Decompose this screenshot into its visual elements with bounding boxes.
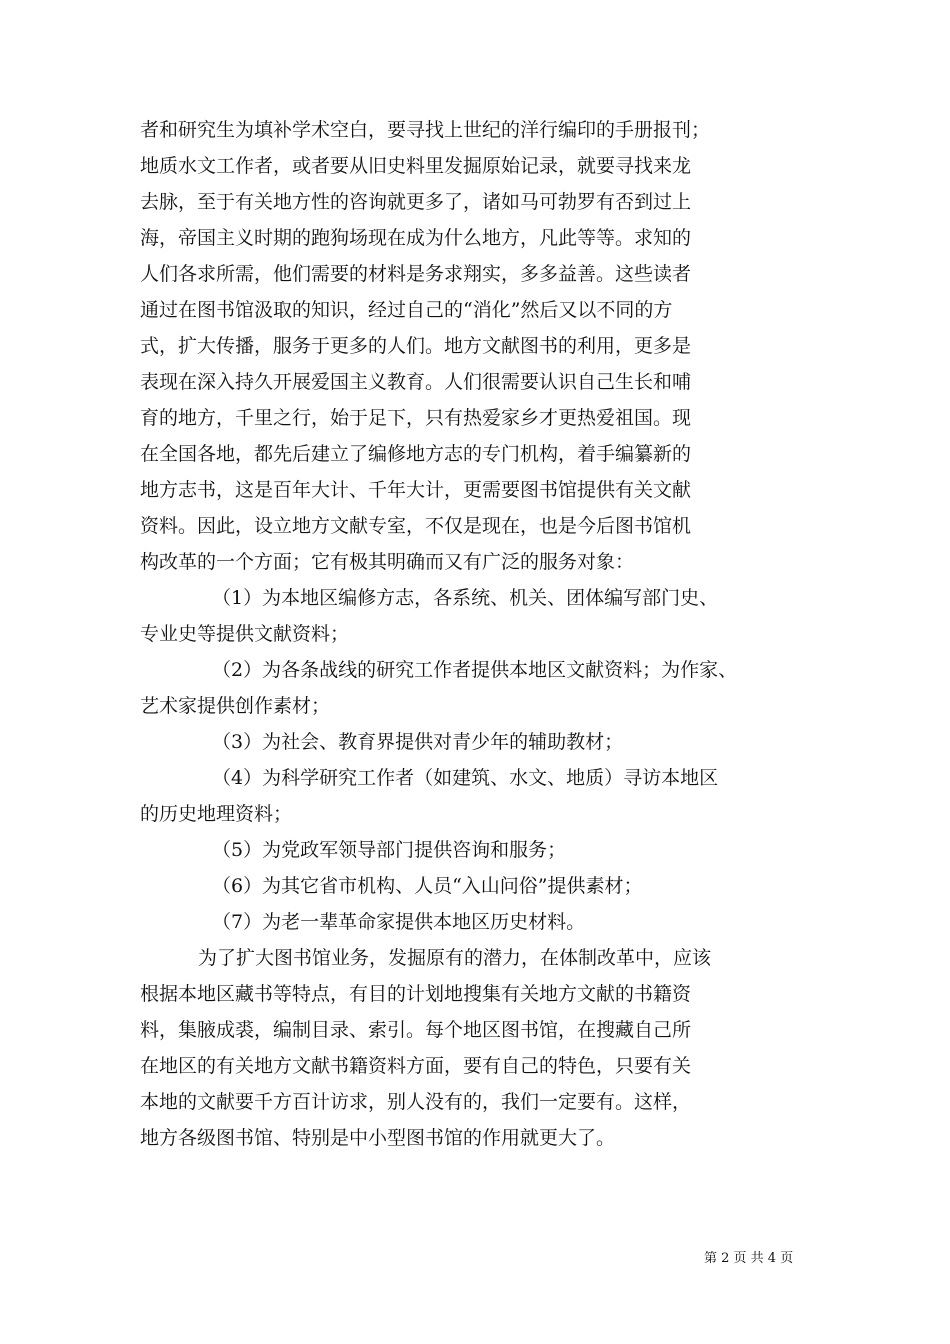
list-item-2: （2）为各条战线的研究工作者提供本地区文献资料；为作家、 [212, 659, 738, 681]
text-line: 艺术家提供创作素材； [140, 695, 331, 717]
text-line: 育的地方，千里之行，始于足下，只有热爱家乡才更热爱祖国。现 [140, 407, 692, 429]
text-line: 地方志书，这是百年大计、千年大计，更需要图书馆提供有关文献 [140, 479, 692, 501]
body-text [140, 112, 830, 1156]
text-line: 构改革的一个方面；它有极其明确而又有广泛的服务对象： [140, 551, 635, 573]
text-line: 在全国各地，都先后建立了编修地方志的专门机构，着手编纂新的 [140, 443, 692, 465]
list-item-5: （5）为党政军领导部门提供咨询和服务； [212, 839, 567, 861]
text-line: 的历史地理资料； [140, 803, 293, 825]
text-line: 料，集腋成裘，编制目录、索引。每个地区图书馆，在搜藏自己所 [140, 1019, 692, 1041]
list-item-3: （3）为社会、教育界提供对青少年的辅助教材； [212, 731, 624, 753]
list-item-7: （7）为老一辈革命家提供本地区历史材料。 [212, 911, 586, 933]
text-line: 通过在图书馆汲取的知识，经过自己的“消化”然后又以不同的方 [140, 299, 673, 321]
text-line: 去脉，至于有关地方性的咨询就更多了，诸如马可勃罗有否到过上 [140, 191, 692, 213]
text-line: 人们各求所需，他们需要的材料是务求翔实，多多益善。这些读者 [140, 263, 692, 285]
text-line: 本地的文献要千方百计访求，别人没有的，我们一定要有。这样， [140, 1091, 692, 1113]
text-line: 专业史等提供文献资料； [140, 623, 350, 645]
list-item-4: （4）为科学研究工作者（如建筑、水文、地质）寻访本地区 [212, 767, 719, 789]
text-line: 者和研究生为填补学术空白，要寻找上世纪的洋行编印的手册报刊； [140, 119, 711, 141]
text-line: 资料。因此，设立地方文献专室，不仅是现在，也是今后图书馆机 [140, 515, 692, 537]
paragraph-start: 为了扩大图书馆业务，发掘原有的潜力，在体制改革中，应该 [198, 947, 712, 969]
text-line: 地方各级图书馆、特别是中小型图书馆的作用就更大了。 [140, 1127, 616, 1149]
text-line: 表现在深入持久开展爱国主义教育。人们很需要认识自己生长和哺 [140, 371, 692, 393]
text-line: 海，帝国主义时期的跑狗场现在成为什么地方，凡此等等。求知的 [140, 227, 692, 249]
page-number: 第 2 页 共 4 页 [704, 1251, 794, 1266]
text-line: 式，扩大传播，服务于更多的人们。地方文献图书的利用，更多是 [140, 335, 692, 357]
list-item-1: （1）为本地区编修方志，各系统、机关、团体编写部门史、 [212, 587, 719, 609]
text-line: 地质水文工作者，或者要从旧史料里发掘原始记录，就要寻找来龙 [140, 155, 692, 177]
list-item-6: （6）为其它省市机构、人员“入山问俗”提供素材； [212, 875, 643, 897]
text-line: 在地区的有关地方文献书籍资料方面，要有自己的特色，只要有关 [140, 1055, 692, 1077]
text-line: 根据本地区藏书等特点，有目的计划地搜集有关地方文献的书籍资 [140, 983, 692, 1005]
